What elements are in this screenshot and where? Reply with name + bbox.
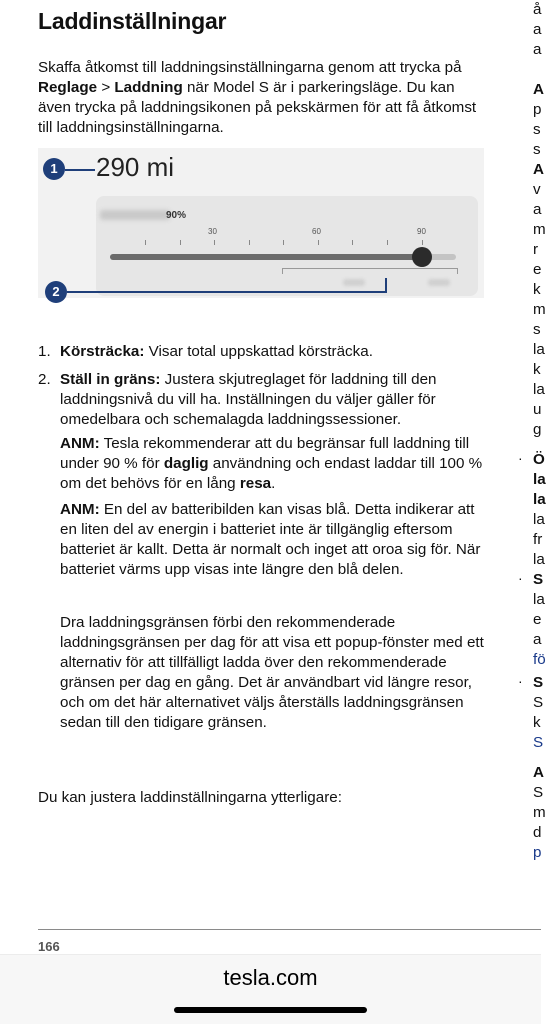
bracket-label-blurred (343, 279, 365, 286)
tick-label-90: 90 (417, 227, 426, 236)
clipped-text-fragment: S (533, 694, 544, 711)
clipped-text-fragment: m (533, 804, 546, 821)
clipped-text-fragment: la (533, 591, 545, 608)
clipped-text-fragment: k (533, 714, 541, 731)
charge-slider-knob[interactable] (412, 247, 432, 267)
home-indicator[interactable] (174, 1007, 367, 1013)
clipped-text-fragment: la (533, 471, 546, 488)
clipped-text-fragment: e (533, 261, 542, 278)
clipped-text-fragment: la (533, 381, 545, 398)
list-item: 2. Ställ in gräns: Justera skjutreglaget för laddning till den laddningsnivå du vill ha. Inställningen du väljer gäller för omedelbara och schemalagda laddningssessioner. (38, 371, 437, 428)
footer-rule (38, 929, 541, 930)
clipped-text-fragment: k (533, 361, 541, 378)
clipped-text-fragment: S (533, 674, 544, 691)
laddning-term: Laddning (114, 79, 183, 96)
clipped-text-fragment: fr (533, 531, 543, 548)
note-label: ANM: (60, 501, 100, 518)
clipped-text-fragment: p (533, 101, 542, 118)
slider-tick (318, 240, 319, 245)
clipped-text-fragment: s (533, 121, 541, 138)
clipped-text-fragment: m (533, 301, 546, 318)
slider-tick (387, 240, 388, 245)
intro-paragraph: Skaffa åtkomst till laddningsinställningarna genom att trycka på Reglage > Laddning när Model S är i parkeringsläge. Du kan även trycka på laddningsikonen på pekskärmen för att få åtkomst till laddningsinställningarna. (38, 59, 477, 136)
clipped-text-fragment: la (533, 341, 545, 358)
bracket-label-blurred (428, 279, 450, 286)
recommended-range-bracket (282, 268, 458, 274)
clipped-text-fragment: a (533, 41, 542, 58)
list-item: 1. Körsträcka: Visar total uppskattad körsträcka. (38, 343, 373, 360)
clipped-text-fragment: a (533, 631, 542, 648)
clipped-text-fragment: A (533, 161, 544, 178)
browser-domain[interactable]: tesla.com (223, 965, 318, 990)
charge-settings-figure (38, 148, 484, 298)
clipped-text-fragment: e (533, 611, 542, 628)
range-readout: 290 mi (96, 152, 175, 182)
reglage-term: Reglage (38, 79, 98, 96)
tick-label-30: 30 (208, 227, 217, 236)
slider-tick (249, 240, 250, 245)
clipped-text-fragment: Ö (533, 451, 545, 468)
bullet-dot: · (518, 673, 523, 689)
clipped-text-fragment: s (533, 321, 541, 338)
page-number: 166 (38, 939, 60, 954)
clipped-text-fragment: S (533, 571, 544, 588)
clipped-text-fragment: A (533, 81, 544, 98)
charge-limit-percent: 90% (166, 210, 187, 221)
list-number: 1. (38, 343, 51, 360)
clipped-text-fragment: p (533, 844, 542, 861)
bullet-dot: · (518, 570, 523, 586)
clipped-text-fragment: u (533, 401, 542, 418)
clipped-text-fragment: la (533, 551, 545, 568)
note-battery-blue: ANM: En del av batteribilden kan visas blå. Detta indikerar att en liten del av energin i batteriet inte är tillgänglig eftersom batteriet är kallt. Detta är normalt och inget att oroa sig för. När batteriet värms upp visas inte längre den blå delen. (60, 501, 481, 578)
next-column-clipped (531, 0, 546, 960)
clipped-text-fragment: r (533, 241, 539, 258)
charge-limit-label-blurred (100, 210, 170, 220)
page-title: Laddinställningar (38, 8, 227, 34)
slider-tick (214, 240, 215, 245)
list-item-label: Körsträcka: (60, 343, 145, 360)
clipped-text-fragment: v (533, 181, 541, 198)
note-label: ANM: (60, 435, 100, 452)
slider-tick (180, 240, 181, 245)
adjust-settings-paragraph: Du kan justera laddinställningarna ytterligare: (38, 789, 342, 806)
charge-slider-fill (110, 254, 422, 260)
clipped-text-fragment: A (533, 764, 544, 781)
callout-2-badge: 2 (45, 281, 67, 303)
drag-limit-paragraph: Dra laddningsgränsen förbi den rekommenderade laddningsgränsen per dag för att visa ett popup-fönster med ett alternativ för att tillfälligt ladda över den rekommenderade gränsen per dag en gång. Det är användbart vid längre resor, och om det här alternativet väljs återställs laddningsgränsen sedan till den tidigare gränsen. (60, 614, 484, 731)
slider-tick (352, 240, 353, 245)
clipped-text-fragment: S (533, 734, 544, 751)
slider-tick (422, 240, 423, 245)
clipped-text-fragment: la (533, 491, 546, 508)
clipped-text-fragment: g (533, 421, 542, 438)
list-item-label: Ställ in gräns: (60, 371, 161, 388)
clipped-text-fragment: a (533, 201, 542, 218)
clipped-text-fragment: s (533, 141, 541, 158)
clipped-text-fragment: d (533, 824, 542, 841)
clipped-text-fragment: å (533, 1, 542, 18)
clipped-text-fragment: m (533, 221, 546, 238)
callout-1-badge: 1 (43, 158, 65, 180)
callout-2-line-vertical (385, 278, 387, 293)
clipped-text-fragment: fö (533, 651, 546, 668)
callout-2-line (67, 291, 387, 293)
tick-label-60: 60 (312, 227, 321, 236)
bullet-dot: · (518, 450, 523, 466)
clipped-text-fragment: a (533, 21, 542, 38)
clipped-text-fragment: k (533, 281, 541, 298)
list-number: 2. (38, 371, 51, 388)
slider-tick (283, 240, 284, 245)
clipped-text-fragment: la (533, 511, 545, 528)
callout-1-line (65, 169, 95, 171)
clipped-text-fragment: S (533, 784, 544, 801)
slider-tick (145, 240, 146, 245)
note-recommendation: ANM: Tesla rekommenderar att du begränsar full laddning till under 90 % för daglig användning och endast laddar till 100 % om det behövs för en lång resa. (60, 435, 483, 492)
